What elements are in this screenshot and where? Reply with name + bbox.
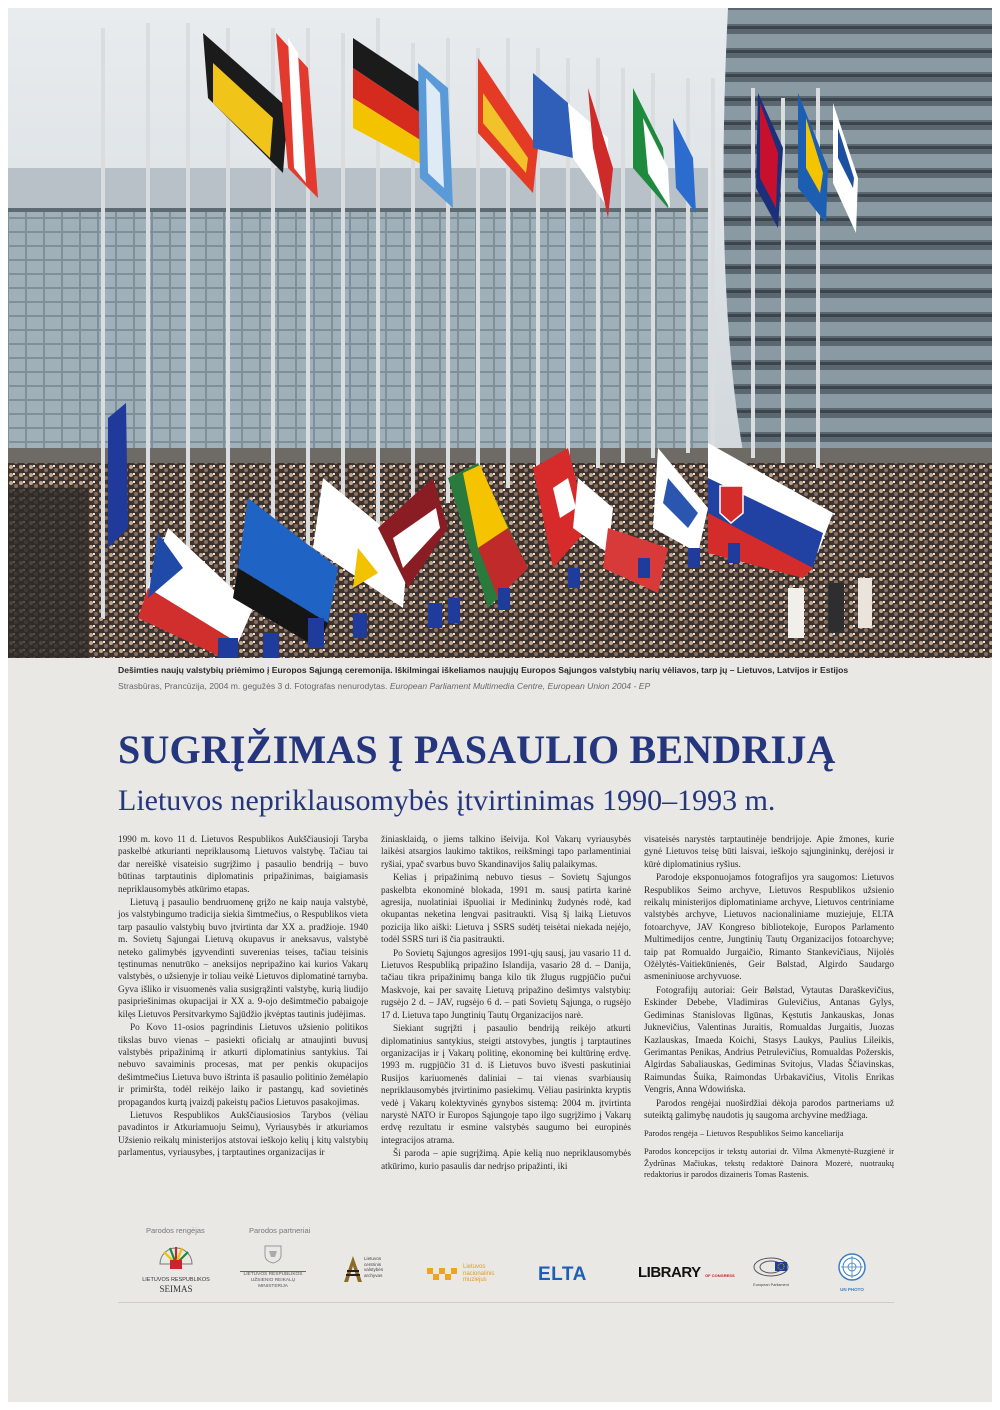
seimas-emblem-icon: [156, 1242, 196, 1272]
credits-note: Parodos koncepcijos ir tekstų autoriai dr. Vilma Akmenytė-Ruzgienė ir Žydrūnas Mačiukas, tekstų redaktorė Dainora Mozerė, nuotraukų redaktorius ir parodos dizaineris Tomas Rastenis.: [644, 1146, 894, 1180]
archive-line4: archyvas: [364, 1272, 383, 1278]
un-emblem-icon: [837, 1252, 867, 1282]
text-column-2: [381, 834, 631, 1174]
museum-line2: nacionalinis: [463, 1270, 495, 1277]
archive-icon: [344, 1256, 362, 1282]
caption-source: European Parliament Multimedia Centre, European Union 2004 - EP: [389, 681, 651, 691]
seimas-logo: [136, 1242, 216, 1294]
photo-caption: [118, 662, 918, 694]
paragraph: Po Sovietų Sąjungos agresijos 1991-ųjų sausį, jau vasario 11 d. Lietuvos Respubliką pripažino Islandija, vasario 28 d. – Danija, tačiau tikra pripažinimų banga kilo tik žlugus rugpjūčio pučui Maskvoje, kai per savaitę Lietuvą pripažino dešimtys valstybių: rugsėjo 2 d. – JAV, rugsėjo 6 d. – pati Sovietų Sąjunga, o rugsėjo 17 d. Lietuva tapo Jungtinių Tautų Organizacijos narė.: [381, 948, 631, 1021]
ep-label: European Parliament: [753, 1283, 789, 1287]
paragraph: Siekiant sugrįžti į pasaulio bendriją reikėjo atkurti diplomatinius santykius, steigti atstovybes, jungtis į tarptautines organizacijas ir į Vakarų politinę, ekonominę bei kultūrinę erdvę. 1993 m. rugpjūčio 31 d. iš Lietuvos buvo išvesti paskutiniai Rusijos kariuomenės daliniai – tai vienas svarbiausių nepriklausomybės įtvirtinimo pasiekimų. Vėliau pasirinkta kryptis vedė į Vakarų kolektyvinės gynybos sistemą: 2004 m. įtvirtinta narystė NATO ir Europos Sąjungoje tapo ilgo sugrįžimo į Vakarų erdvę rezultatu ir esmine valstybės saugumo bei europinės integracijos atrama.: [381, 1024, 631, 1146]
paragraph: Parodoje eksponuojamos fotografijos yra saugomos: Lietuvos Respublikos Seimo archyve, Lietuvos Respublikos užsienio reikalų ministerijos diplomatiniame archyve, Lietuvos centriniame valstybės archyve, Lietuvos nacionaliniame muziejuje, ELTA fotoarchyve, JAV Kongreso bibliotekoje, Europos Parlamento Multimedijos centre, Jungtinių Tautų Organizacijos fotoarchyve; taip pat Romualdo Jurgaičio, Rimanto Stankevičiaus, Nijolės Ožėlytės-Vaitiekūnienės, Geir Bølstad, Algirdo Saudargo asmeniniuose archyvuose.: [644, 873, 894, 983]
caption-meta: [118, 678, 918, 694]
european-parliament-logo: [746, 1256, 796, 1287]
archive-line3: valstybės: [364, 1267, 384, 1273]
text-column-3: [644, 834, 894, 1182]
caption-title: Dešimties naujų valstybių priėmimo į Europos Sąjungą ceremonija. Iškilmingai iškeliamos naujųjų Europos Sąjungos valstybių narių vėliavos, tarp jų – Lietuvos, Latvijos ir Estijos: [118, 665, 849, 675]
urm-line1: LIETUVOS RESPUBLIKOS: [243, 1272, 303, 1277]
coat-of-arms-icon: [262, 1244, 284, 1264]
museum-icon: [427, 1264, 459, 1284]
seimas-line2: SEIMAS: [159, 1284, 193, 1294]
paragraph: Po Kovo 11-osios pagrindinis Lietuvos užsienio politikos tikslas buvo vienas – pasiekti oficialų ar atnaujinti buvusį valstybės pripažinimą ir atkurti diplomatinius santykius. Tai nebuvo savaiminis procesas, mat per penkis okupacijos dešimtmečius Lietuva buvo ištrinta iš pasaulio politinio žemėlapio ir primiršta, todėl reikėjo laiko ir pastangų, kad sovietinės propagandos kurtą įvaizdį pakeistų pačios Lietuvos pasakojimas.: [118, 1023, 368, 1108]
urm-line2: UŽSIENIO REIKALŲ: [250, 1278, 296, 1283]
ceremony-photo: [8, 8, 992, 658]
archive-line1: Lietuvos: [364, 1256, 382, 1261]
library-word: LIBRARY: [638, 1264, 701, 1281]
paragraph: žiniasklaidą, o jiems talkino išeivija. Kol Vakarų vyriausybės laikėsi atsargios laukimo taktikos, reikšmingi tapo parlamentiniai ryšiai, ypač svarbus buvo Skandinavijos šalių palaikymas.: [381, 835, 631, 870]
elta-logo: ELTA: [538, 1264, 587, 1285]
museum-line3: muziejus: [463, 1277, 487, 1283]
paragraph: Kelias į pripažinimą nebuvo tiesus – Sovietų Sąjungos paskelbta ekonominė blokada, 1991 m. sausį patirta karinė agresija, nuolatiniai išpuoliai ir Medininkų žudynės rodė, kad okupantas neketina lengvai pasitraukti. Visą šį laiką Lietuvos pozicija liko aiški: Lietuva į SSRS sudėtį teisėtai niekada neįėjo, todėl SSRS turi iš čia pasitraukti.: [381, 873, 631, 946]
poster: [8, 8, 992, 1402]
paragraph: Parodos rengėjai nuoširdžiai dėkoja parodos partneriams už suteiktą galimybę naudotis jų saugoma archyvine medžiaga.: [644, 1098, 894, 1121]
un-photo-logo: [832, 1252, 872, 1292]
paragraph: 1990 m. kovo 11 d. Lietuvos Respublikos Aukščiausioji Taryba paskelbė atkurianti nepriklausomą Lietuvos valstybę. Tačiau tai dar nereiškė visateisio sugrįžimo į pasaulio bendriją – buvo būtinas tarptautinis diplomatinis pripažinimas, baigiamasis nepriklausomybės atkūrimo etapas.: [118, 835, 368, 895]
partners-strip: [118, 1220, 894, 1303]
paragraph: Fotografijų autoriai: Geir Bølstad, Vytautas Daraškevičius, Eskinder Debebe, Vladimiras Gulevičius, Antanas Gylys, Gediminas Stanislovas Ilgūnas, Kęstutis Jankauskas, Jonas Juknevičius, Valentinas Juraitis, Romualdas Jurgaitis, Juozas Kazlauskas, Imaeda Koichi, Stasys Laukys, Paulius Lileikis, Gerimantas Penikas, Andrius Petrulevičius, Romualdas Požerskis, Algirdas Sabaliauskas, Gediminas Svitojus, Vladas Ščiavinskas, Raimundas Šuika, Raimondas Urbakavičius, Vitolis Enrikas Vengris, Anna Wdowińska.: [644, 985, 894, 1096]
urm-line3: MINISTERIJA: [258, 1284, 288, 1289]
page-subtitle: Lietuvos nepriklausomybės įtvirtinimas 1990–1993 m.: [118, 784, 776, 817]
text-column-1: [118, 834, 368, 1161]
organizer-label: Parodos rengėjas: [146, 1226, 205, 1235]
paragraph: Lietuvos Respublikos Aukščiausiosios Tarybos (vėliau pavadintos ir Atkuriamuoju Seimu), Vyriausybės ir atkuriamos Užsienio reikalų ministerijos atstovai ieškojo kelių į kitų valstybių parlamentus, vyriausybes, į tarptautines organizacijas ir: [118, 1110, 368, 1159]
un-label: UN PHOTO: [840, 1287, 864, 1292]
foreign-ministry-logo: [240, 1244, 306, 1290]
page-title: SUGRĮŽIMAS Į PASAULIO BENDRIJĄ: [118, 727, 836, 772]
library-sub: OF CONGRESS: [705, 1273, 735, 1278]
seimas-line1: LIETUVOS RESPUBLIKOS: [142, 1277, 210, 1283]
text-columns: [118, 834, 894, 1219]
ep-hemicycle-icon: [751, 1256, 791, 1278]
paragraph: Ši paroda – apie sugrįžimą. Apie kelią nuo nepriklausomybės atkūrimo, kurio pasaulis dar nedrįso pripažinti, iki: [381, 1149, 631, 1172]
caption-place-date: Strasbūras, Prancūzija, 2004 m. gegužės 3 d. Fotografas nenurodytas.: [118, 681, 388, 691]
library-of-congress-logo: [638, 1264, 735, 1282]
partners-label: Parodos partneriai: [249, 1226, 311, 1235]
organizer-note: Parodos rengėja – Lietuvos Respublikos Seimo kanceliarija: [644, 1129, 844, 1139]
paragraph: Lietuvą į pasaulio bendruomenę grįžo ne kaip nauja valstybė, jos valstybingumo tradicija siekia šimtmečius, o Respublikos vieta tarp pasaulio valstybių buvo įtvirtinta dar XX a. pradžioje. 1940 m. Sovietų Sąjungai Lietuvą okupavus ir aneksavus, valstybė neteko galimybės įgyvendinti suverenias teises, tačiau teisinis tęstinumas nenutrūko – aneksijos nepripažino kai kurios Vakarų valstybės, o užsienyje ir toliau veikė Lietuvos diplomatinė tarnyba. Gyva išliko ir visuomenės valia susigrąžinti valstybę, kurią liudijo pasipriešinimas okupacijai ir XX a. 9-ojo dešimtmečio pabaigoje kilęs Lietuvos Persitvarkymo Sąjūdžio įkvėptas tautinis judėjimas.: [118, 898, 368, 1020]
paragraph: visateisės narystės tarptautinėje bendrijoje. Apie žmones, kurie gynė Lietuvos teisę būti laisvai, ieškojo sąjungininkų, derėjosi ir kūrė diplomatinius ryšius.: [644, 835, 894, 870]
archive-line2: centrinis: [364, 1261, 382, 1267]
museum-line1: Lietuvos: [463, 1264, 486, 1270]
